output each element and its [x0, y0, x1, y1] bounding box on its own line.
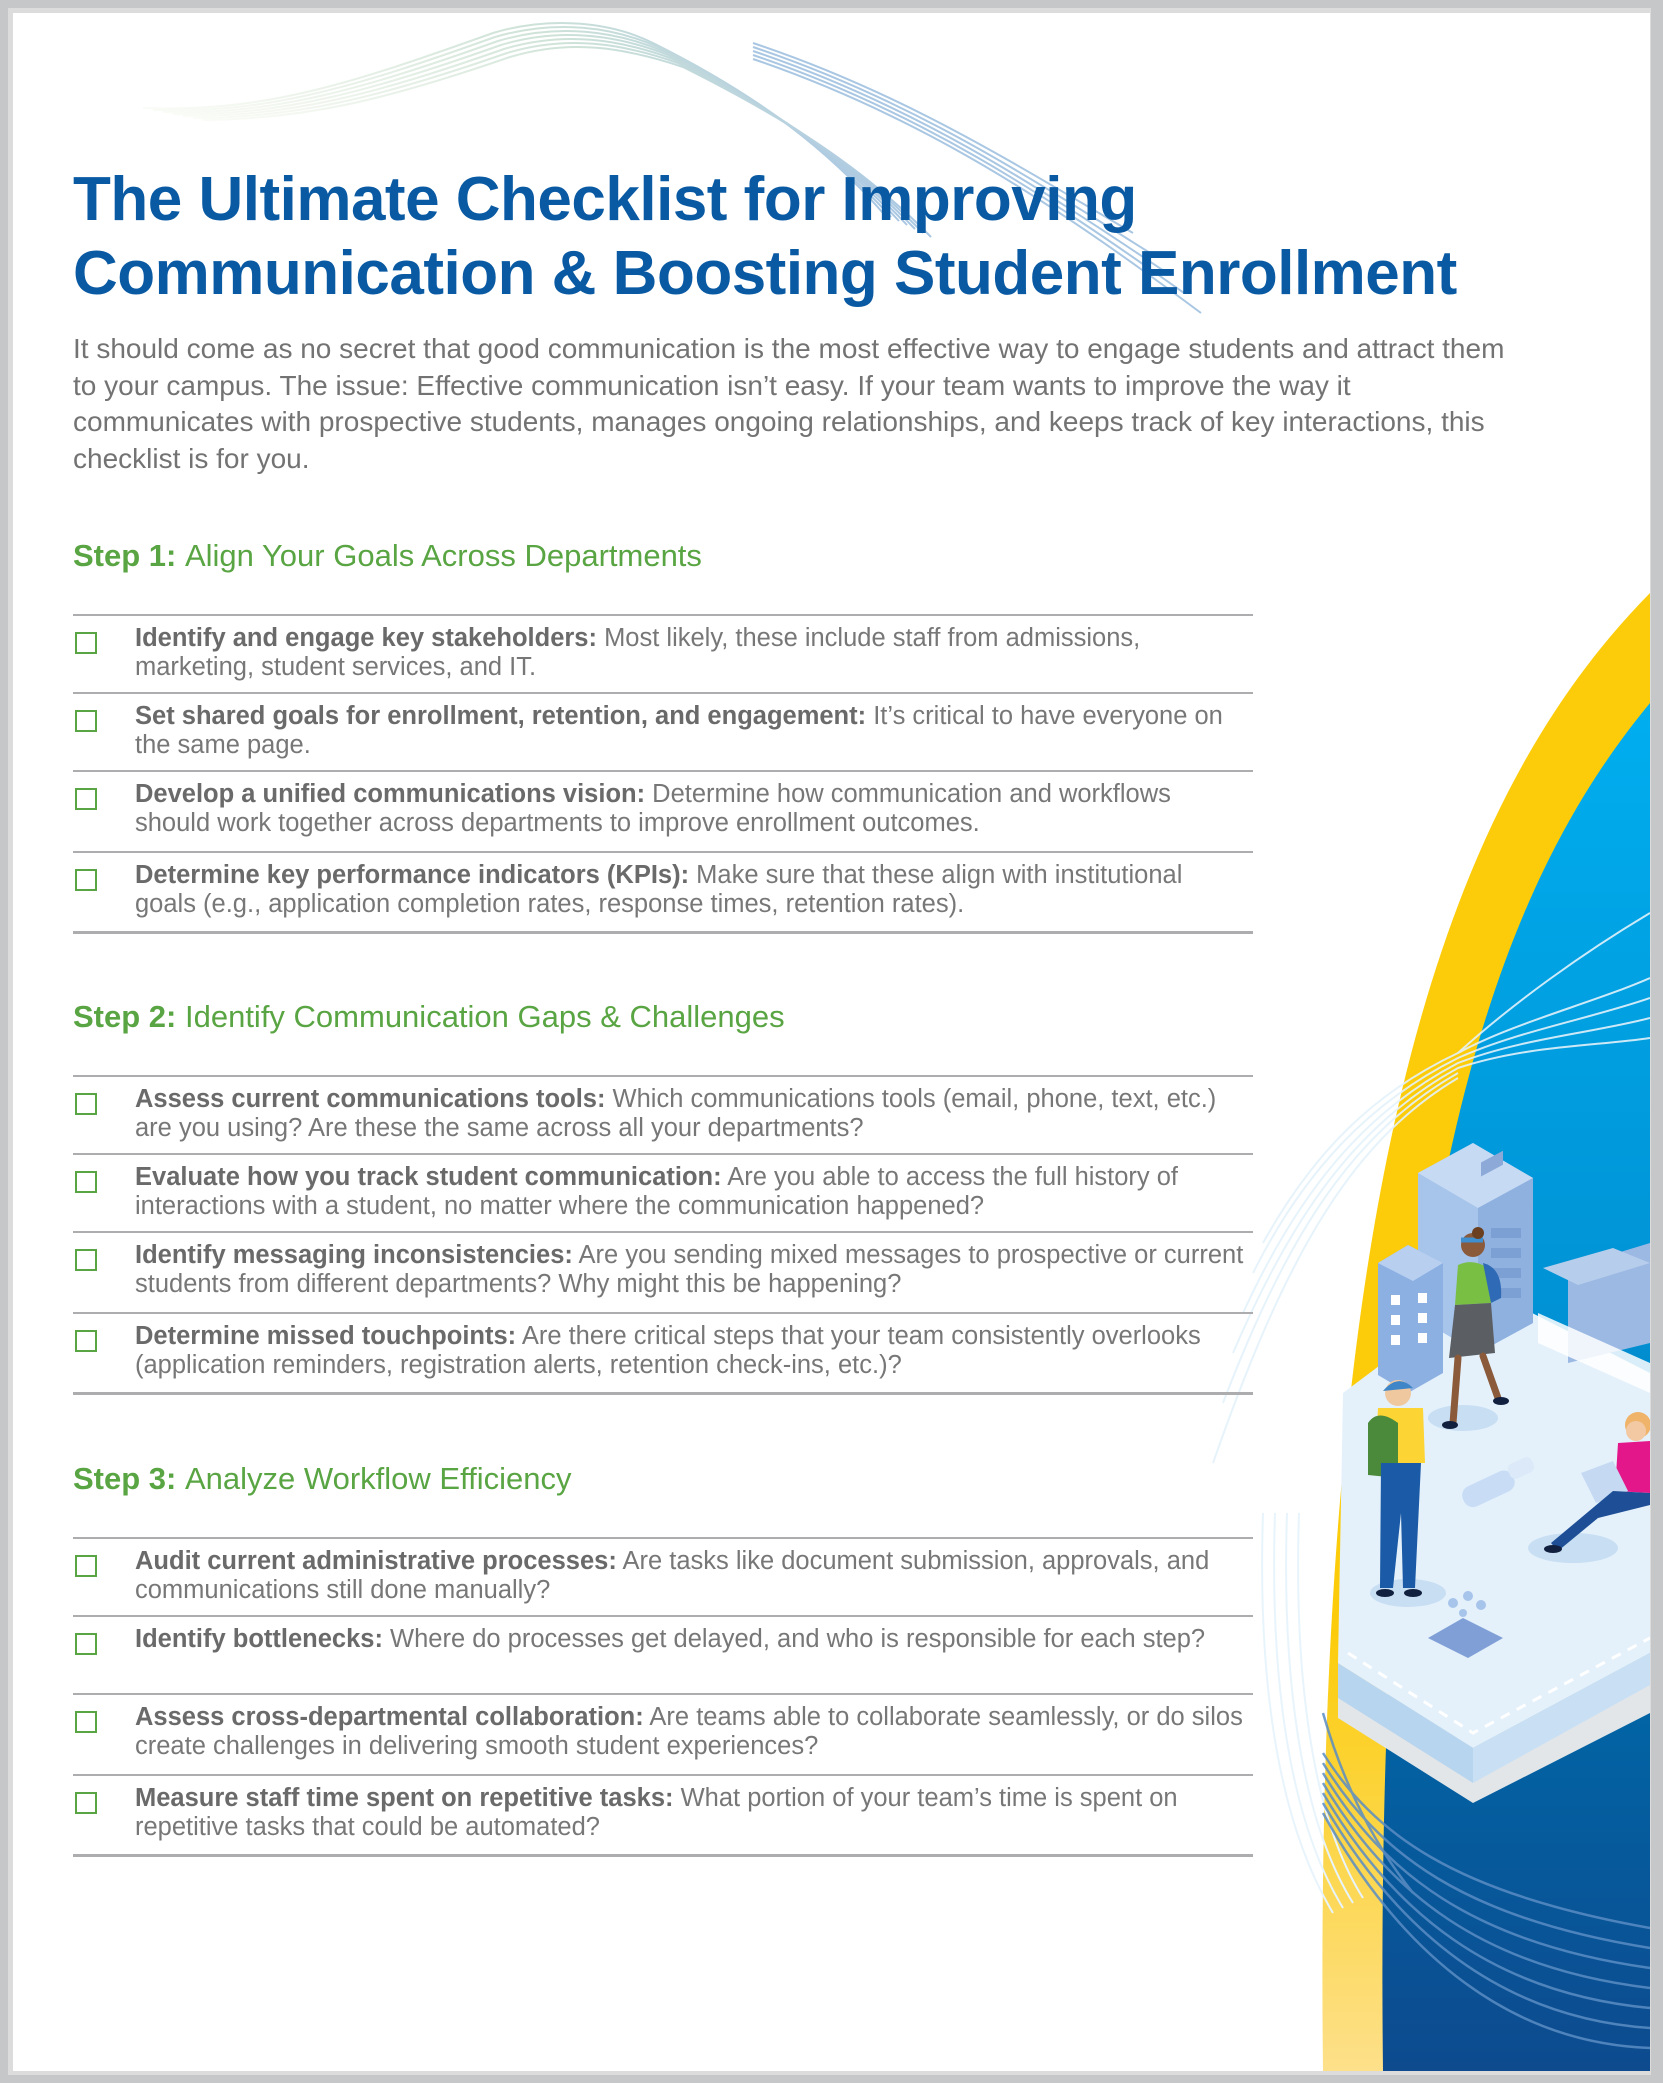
item-description: Which communications tools (email, phone, text, etc.) are you using? Are these the same across all your departments?	[135, 1085, 1217, 1142]
item-description: Make sure that these align with institutional goals (e.g., application completion rates, response times, retention rates).	[135, 861, 1183, 918]
checkbox[interactable]	[75, 632, 97, 654]
checklist	[73, 614, 1253, 934]
item-text	[135, 624, 1245, 681]
item-lead: Set shared goals for enrollment, retention, and engagement:	[135, 702, 867, 730]
page-title	[73, 163, 1633, 311]
item-description: Are you sending mixed messages to prospective or current students from different departments? Why might this be happening?	[135, 1241, 1244, 1298]
checkbox[interactable]	[75, 1093, 97, 1115]
checklist-page	[13, 13, 1650, 2071]
checklist-item	[73, 1231, 1253, 1312]
item-text	[135, 1625, 1245, 1654]
checkbox[interactable]	[75, 1555, 97, 1577]
item-text	[135, 1322, 1245, 1379]
item-description: Are teams able to collaborate seamlessly, or do silos create challenges in delivering smooth student experiences?	[135, 1703, 1243, 1760]
item-text	[135, 1547, 1245, 1604]
item-lead: Assess cross-departmental collaboration:	[135, 1703, 644, 1731]
item-lead: Audit current administrative processes:	[135, 1547, 617, 1575]
item-description: Where do processes get delayed, and who is responsible for each step?	[382, 1625, 1206, 1653]
step-3-section	[73, 1459, 1253, 1841]
step-1-section	[73, 536, 1253, 918]
item-text	[135, 861, 1245, 918]
checklist	[73, 1075, 1253, 1395]
title-line-2: Communication & Boosting Student Enrollment	[73, 239, 1457, 308]
item-lead: Develop a unified communications vision:	[135, 780, 646, 808]
item-text	[135, 1085, 1245, 1142]
step-label: Step 2:	[73, 999, 177, 1034]
checklist-item	[73, 770, 1253, 851]
item-lead: Identify and engage key stakeholders:	[135, 624, 597, 652]
intro-paragraph: It should come as no secret that good communication is the most effective way to engage students and attract them to your campus. The issue: Effective communication isn’t easy. If your team wants to improve the way it communicates with prospective students, manages ongoing relationships, and keeps track of key interactions, this checklist is for you.	[73, 333, 1505, 474]
step-heading	[73, 1459, 1253, 1499]
student-backpack-icon	[1368, 1380, 1446, 1607]
checkbox[interactable]	[75, 1171, 97, 1193]
checkbox[interactable]	[75, 1711, 97, 1733]
checkbox[interactable]	[75, 1633, 97, 1655]
step-heading	[73, 997, 1253, 1037]
checkbox[interactable]	[75, 710, 97, 732]
campus-illustration	[1338, 1143, 1650, 1803]
item-description: Are you able to access the full history of interactions with a student, no matter where the communication happened?	[135, 1163, 1179, 1220]
item-lead: Measure staff time spent on repetitive tasks:	[135, 1784, 674, 1812]
item-description: Most likely, these include staff from admissions, marketing, student services, and IT.	[135, 624, 1141, 681]
checklist-item	[73, 1075, 1253, 1153]
item-description: Are there critical steps that your team consistently overlooks (application reminders, registration alerts, retention check-ins, etc.)?	[135, 1322, 1201, 1379]
flower-planter-icon	[1428, 1591, 1503, 1658]
item-lead: Assess current communications tools:	[135, 1085, 606, 1113]
checklist	[73, 1537, 1253, 1857]
item-description: Determine how communication and workflows should work together across departments to improve enrollment outcomes.	[135, 780, 1171, 837]
item-text	[135, 1163, 1245, 1220]
checklist-item	[73, 1615, 1253, 1693]
checklist-item	[73, 1774, 1253, 1857]
item-description: Are tasks like document submission, approvals, and communications still done manually?	[135, 1547, 1210, 1604]
item-text	[135, 780, 1245, 837]
step-label: Step 3:	[73, 1461, 177, 1496]
item-lead: Evaluate how you track student communication:	[135, 1163, 722, 1191]
item-text	[135, 702, 1245, 759]
item-lead: Determine missed touchpoints:	[135, 1322, 517, 1350]
item-text	[135, 1241, 1245, 1298]
item-lead: Identify bottlenecks:	[135, 1625, 383, 1653]
item-text	[135, 1703, 1245, 1760]
checklist-item	[73, 851, 1253, 934]
checkbox[interactable]	[75, 788, 97, 810]
checkbox[interactable]	[75, 869, 97, 891]
step-2-section	[73, 997, 1253, 1379]
item-description: What portion of your team’s time is spent on repetitive tasks that could be automated?	[135, 1784, 1178, 1841]
item-text	[135, 1784, 1245, 1841]
campus-building-icon	[1378, 1143, 1650, 1393]
student-walking-icon	[1428, 1227, 1509, 1431]
checklist-item	[73, 614, 1253, 692]
item-description: It’s critical to have everyone on the same page.	[135, 702, 1223, 759]
checklist-item	[73, 1537, 1253, 1615]
step-heading	[73, 536, 1253, 576]
step-title: Analyze Workflow Efficiency	[184, 1461, 572, 1496]
student-laptop-icon	[1528, 1412, 1650, 1563]
checklist-item	[73, 1312, 1253, 1395]
step-title: Identify Communication Gaps & Challenges	[184, 999, 785, 1034]
checkbox[interactable]	[75, 1249, 97, 1271]
step-title: Align Your Goals Across Departments	[184, 538, 702, 573]
usb-drive-icon	[1459, 1455, 1536, 1510]
checklist-item	[73, 1693, 1253, 1774]
checkbox[interactable]	[75, 1792, 97, 1814]
checklist-item	[73, 692, 1253, 770]
checklist-item	[73, 1153, 1253, 1231]
step-label: Step 1:	[73, 538, 177, 573]
checkbox[interactable]	[75, 1330, 97, 1352]
title-line-1: The Ultimate Checklist for Improving	[73, 165, 1137, 234]
item-lead: Identify messaging inconsistencies:	[135, 1241, 573, 1269]
item-lead: Determine key performance indicators (KPIs):	[135, 861, 690, 889]
